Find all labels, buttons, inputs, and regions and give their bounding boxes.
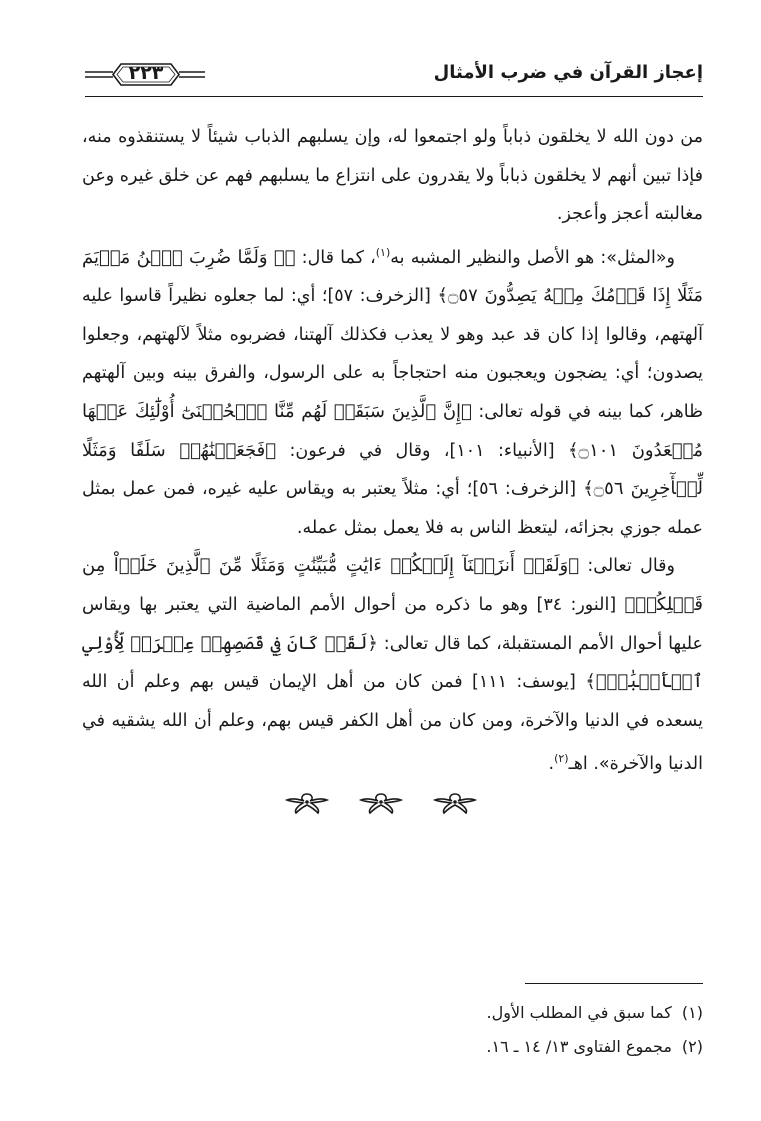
text-segment: و«المثل»: هو الأصل والنظير المشبه به (390, 247, 675, 268)
footnote-number: (٢) (681, 1037, 703, 1056)
page-number: ٢٢٣ (128, 62, 164, 84)
quran-verse: ﴿وَلَقَدۡ أَنزَلۡنَآ إِلَيۡكُمۡ ءَايَٰتٍ مُّبَيِّنَٰتٍ وَمَثَلًا مِّنَ ٱلَّذِينَ خَلَوۡاْ مِن قَبۡلِكُمۡ﴾ (82, 555, 703, 615)
page-header (85, 58, 703, 98)
quran-verse: ﴿لَقَدۡ كَانَ فِي قَصَصِهِمۡ عِبۡرَةٞ لِّأُوْلِي ٱلۡأَلۡبَٰبِۗ﴾ (82, 632, 703, 693)
header-divider (85, 96, 703, 97)
paragraph (82, 234, 703, 548)
text-segment: . (548, 754, 555, 775)
main-text (82, 118, 703, 784)
footnote-text: مجموع الفتاوى ١٣/ ١٤ ـ ١٦. (486, 1037, 672, 1056)
footnote-ref[interactable]: (٢) (554, 752, 569, 766)
text-segment: [يوسف: ١١١] فمن كان من أهل الإيمان قيس بهم وعلم أن الله يسعده في الدنيا والآخرة، ومن كان من أهل الكفر قيس بهم، وعلم أن الله يشقيه في الدنيا والآخرة». اهـ (82, 672, 703, 775)
footnote-ref[interactable]: (١) (375, 245, 391, 259)
section-ornaments (0, 790, 761, 820)
text-segment: [الزخرف: ٥٦]؛ أي: مثلاً يعتبر به ويقاس عليه غيره، فمن عمل بمثل عمله جوزي بجزائه، ليتعظ الناس به فلا يعمل بمثل عمله. (82, 479, 703, 538)
floral-ornament-icon (358, 790, 404, 816)
text-segment: [الأنبياء: ١٠١]، وقال في فرعون: (276, 440, 568, 461)
running-title: إعجاز القرآن في ضرب الأمثال (433, 62, 703, 83)
quran-verse: ﴿۞ وَلَمَّا ضُرِبَ ٱبۡنُ مَرۡيَمَ مَثَلًا إِذَا قَوۡمُكَ مِنۡهُ يَصِدُّونَ ۝٥٧﴾ (82, 246, 703, 307)
quran-verse: ﴿فَجَعَلۡنَٰهُمۡ سَلَفًا وَمَثَلًا لِّلۡأٓخِرِينَ ۝٥٦﴾ (82, 439, 703, 500)
footnote-number: (١) (681, 1003, 703, 1022)
quran-verse: ﴿إِنَّ ٱلَّذِينَ سَبَقَتۡ لَهُم مِّنَّا ٱلۡحُسۡنَىٰٓ أُوْلَٰٓئِكَ عَنۡهَا مُبۡعَدُونَ ۝١٠١﴾ (82, 400, 703, 461)
floral-ornament-icon (432, 790, 478, 816)
footnotes (82, 996, 703, 1064)
footnote-item (82, 1030, 703, 1064)
footnote-item (82, 996, 703, 1030)
floral-ornament-icon (284, 790, 330, 816)
footnote-text: كما سبق في المطلب الأول. (486, 1003, 672, 1022)
text-segment: [الزخرف: ٥٧]؛ أي: لما جعلوه نظيراً قاسوا عليه آلهتهم، وقالوا إذا كان قد عبد وهو لا يعذب فكذلك آلهتنا، فضربوه مثلاً لآلهتهم، وجعلوا يصدون؛ أي: يضجون ويعجبون منه احتجاجاً به على الرسول، والفرق بينه وبين آلهتهم ظاهر، كما بينه في قوله تعالى: (82, 286, 704, 422)
paragraph (82, 547, 703, 783)
paragraph (82, 118, 703, 234)
text-segment: من دون الله لا يخلقون ذباباً ولو اجتمعوا له، وإن يسلبهم الذباب شيئاً لا يستنقذوه منه، فإذا تبين أنهم لا يخلقون ذباباً ولا يقدرون على انتزاع ما يسلبهم فهم عن خلق غيره وعن مغالبته أعجز وأعجز. (82, 127, 703, 225)
text-segment: ، كما قال: (295, 247, 376, 268)
footnote-divider (525, 983, 703, 984)
text-segment: [النور: ٣٤] وهو ما ذكره من أحوال الأمم الماضية التي يعتبر بها ويقاس عليها أحوال الأمم المستقبلة، كما قال تعالى: (82, 594, 703, 654)
text-segment: وقال تعالى: (579, 556, 675, 577)
page-number-badge (85, 58, 205, 92)
